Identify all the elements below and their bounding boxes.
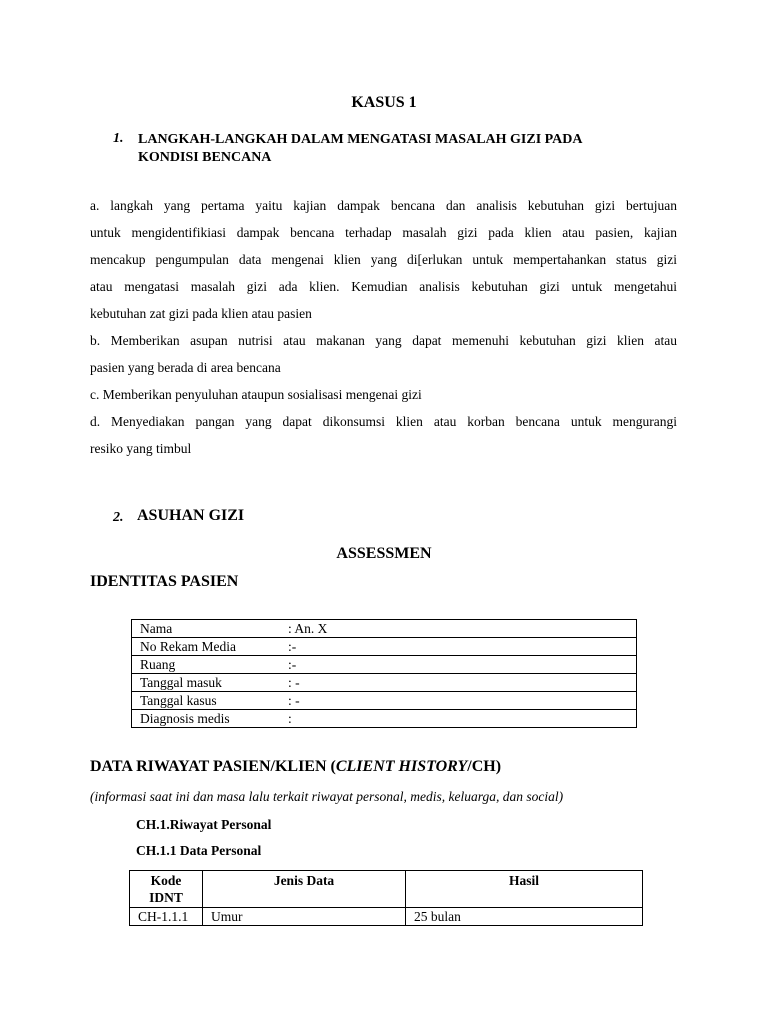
identitas-value: :-	[280, 638, 637, 656]
paragraph-a-line5: kebutuhan zat gizi pada klien atau pasien	[90, 306, 312, 321]
paragraph-a-line2: untuk mengidentifikiasi dampak bencana terhadap masalah gizi pada klien atau pasien, kajian	[90, 225, 677, 240]
cell-kode: CH-1.1.1	[130, 908, 203, 926]
paragraph-d-line1: d. Menyediakan pangan yang dapat dikonsumsi klien atau korban bencana untuk mengurangi	[90, 414, 677, 429]
riwayat-subtitle: (informasi saat ini dan masa lalu terkait riwayat personal, medis, keluarga, dan social)	[90, 789, 564, 804]
identitas-label: Diagnosis medis	[132, 710, 281, 728]
identitas-label: Nama	[132, 620, 281, 638]
header-kode-line1: Kode	[150, 873, 182, 888]
riwayat-heading-italic: CLIENT HISTORY	[335, 758, 468, 775]
ch11-heading: CH.1.1 Data Personal	[136, 843, 262, 858]
table-row	[132, 692, 637, 710]
paragraph-c-line1: c. Memberikan penyuluhan ataupun sosialisasi mengenai gizi	[90, 387, 422, 402]
client-history-table	[129, 870, 643, 926]
table-row	[132, 620, 637, 638]
table-row	[132, 638, 637, 656]
page-title: KASUS 1	[351, 94, 417, 111]
paragraph-a-line4: atau mengatasi masalah gizi ada klien. Kemudian analisis kebutuhan gizi untuk mengetahui	[90, 279, 677, 294]
paragraph-b-line2: pasien yang berada di area bencana	[90, 360, 281, 375]
section-1-heading-line1: LANGKAH-LANGKAH DALAM MENGATASI MASALAH GIZI PADA	[138, 132, 583, 147]
identitas-value: : -	[280, 674, 637, 692]
header-kode	[130, 871, 203, 908]
riwayat-heading-part2: /CH)	[467, 758, 502, 775]
paragraph-a-line3: mencakup pengumpulan data mengenai klien yang di[erlukan untuk mempertahankan status gizi	[90, 252, 677, 267]
paragraph-block	[90, 192, 677, 462]
section-2-heading: ASUHAN GIZI	[137, 507, 245, 524]
identitas-heading: IDENTITAS PASIEN	[90, 573, 239, 590]
riwayat-heading	[90, 758, 501, 776]
header-jenis-data: Jenis Data	[203, 871, 406, 908]
identitas-value: : -	[280, 692, 637, 710]
cell-hasil: 25 bulan	[406, 908, 643, 926]
header-hasil: Hasil	[406, 871, 643, 908]
table-row	[132, 710, 637, 728]
identitas-table	[131, 619, 637, 728]
table-row	[132, 656, 637, 674]
table-row	[130, 908, 643, 926]
assessmen-heading: ASSESSMEN	[336, 545, 432, 562]
section-1-number: 1.	[113, 131, 124, 146]
identitas-value: :	[280, 710, 637, 728]
table-row	[132, 674, 637, 692]
paragraph-d-line2: resiko yang timbul	[90, 441, 192, 456]
section-1-heading	[138, 131, 658, 167]
paragraph-b-line1: b. Memberikan asupan nutrisi atau makanan yang dapat memenuhi kebutuhan gizi klien atau	[90, 333, 677, 348]
identitas-label: Tanggal kasus	[132, 692, 281, 710]
header-kode-line2: IDNT	[149, 890, 183, 905]
identitas-label: Ruang	[132, 656, 281, 674]
riwayat-heading-part1: DATA RIWAYAT PASIEN/KLIEN (	[90, 758, 336, 775]
identitas-value: : An. X	[280, 620, 637, 638]
section-1-heading-line2: KONDISI BENCANA	[138, 150, 272, 165]
cell-jenis: Umur	[203, 908, 406, 926]
identitas-label: Tanggal masuk	[132, 674, 281, 692]
table-header-row	[130, 871, 643, 908]
section-2-number: 2.	[113, 510, 124, 525]
identitas-value: :-	[280, 656, 637, 674]
ch1-heading: CH.1.Riwayat Personal	[136, 817, 272, 832]
paragraph-a-line1: a. langkah yang pertama yaitu kajian dampak bencana dan analisis kebutuhan gizi bertujuan	[90, 198, 677, 213]
identitas-label: No Rekam Media	[132, 638, 281, 656]
